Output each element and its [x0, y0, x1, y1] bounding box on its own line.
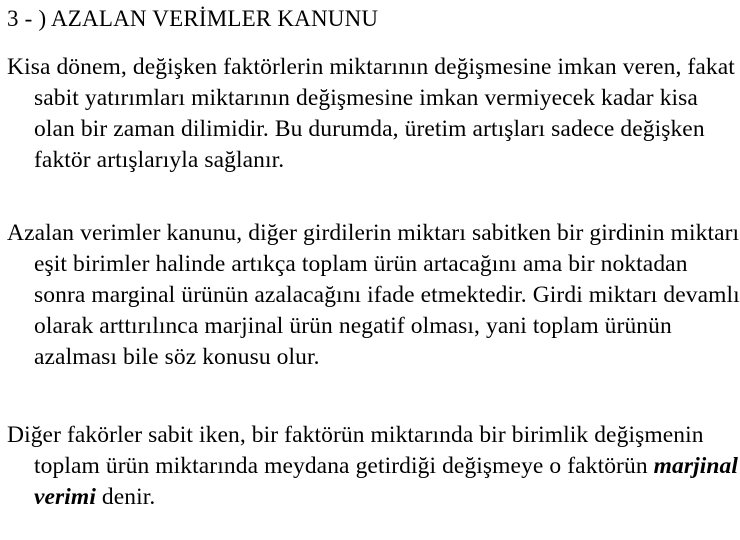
paragraph-text-after: denir. — [95, 484, 156, 510]
paragraph-marginal-product — [7, 420, 740, 513]
paragraph-short-run: Kisa dönem, değişken faktörlerin miktarının değişmesine imkan veren, fakat sabit yatırımları miktarının değişmesine imkan vermiyecek kadar kisa olan bir zaman dilimidir. Bu durumda, üretim artışları sadece değişken faktör artışlarıyla sağlanır. — [7, 54, 735, 173]
marginal-product-term: marjinal verimi — [34, 453, 739, 510]
paragraph-diminishing-returns: Azalan verimler kanunu, diğer girdilerin miktarı sabitken bir girdinin miktarı eşit birimler halinde artıkça toplam ürün artacağını ama bir noktadan sonra marginal ürünün azalacağını ifade etmektedir. Girdi miktarı devamlı olarak arttırılınca marjinal ürün negatif olması, yani toplam ürünün azalması bile söz konusu olur. — [7, 220, 740, 370]
slide-title: 3 - ) AZALAN VERİMLER KANUNU — [7, 6, 379, 31]
paragraph-text-before: Diğer fakörler sabit iken, bir faktörün miktarında bir birimlik değişmenin toplam ürün miktarında meydana getirdiği değişmeye o faktörün — [7, 422, 704, 479]
